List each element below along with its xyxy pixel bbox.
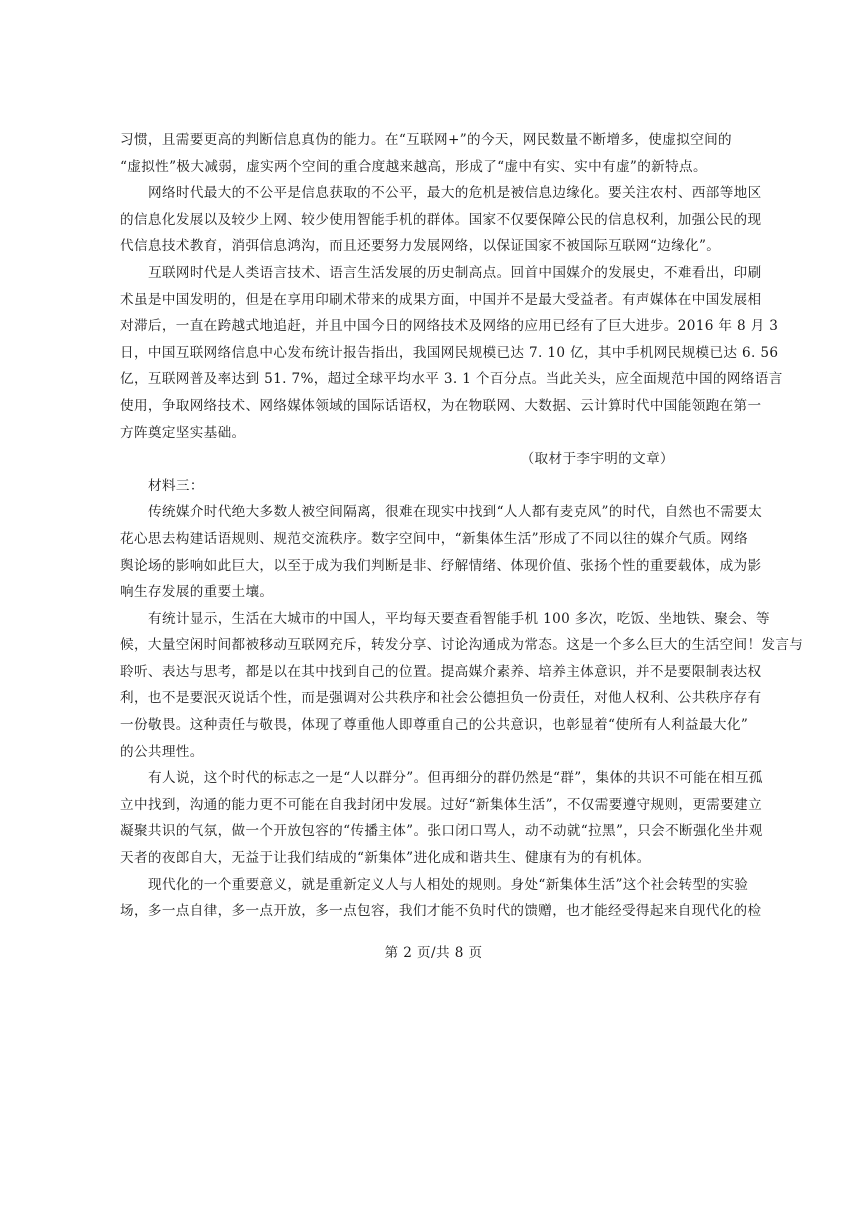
paragraph-start-line: 传统媒介时代绝大多数人被空间隔离，很难在现实中找到“人人都有麦克风”的时代，自然也不需要太	[148, 504, 763, 521]
paragraph-start-line: 网络时代最大的不公平是信息获取的不公平，最大的危机是被信息边缘化。要关注农村、西部等地区	[148, 185, 762, 202]
document-body	[120, 127, 804, 925]
section-heading: 材料三：	[148, 477, 204, 494]
text-line: 场，多一点自律，多一点开放，多一点包容，我们才能不负时代的馈赠，也才能经受得起来自现代化的检	[120, 903, 762, 920]
paragraph-start-line: 现代化的一个重要意义，就是重新定义人与人相处的规则。身处“新集体生活”这个社会转型的实验	[148, 876, 749, 893]
text-line: 一份敬畏。这种责任与敬畏，体现了尊重他人即尊重自己的公共意识，也彰显着“使所有人利益最大化”	[120, 717, 749, 734]
text-line: 响生存发展的重要土壤。	[120, 584, 274, 601]
paragraph-start-line: 有人说，这个时代的标志之一是“人以群分”。但再细分的群仍然是“群”，集体的共识不可能在相互孤	[148, 770, 763, 787]
paragraph-start-line: 有统计显示，生活在大城市的中国人，平均每天要查看智能手机 100 多次，吃饭、坐地铁、聚会、等	[148, 610, 770, 627]
text-line: 凝聚共识的气氛，做一个开放包容的“传播主体”。张口闭口骂人，动不动就“拉黑”，只会不断强化坐井观	[120, 823, 763, 840]
text-line: 立中找到，沟通的能力更不可能在自我封闭中发展。过好“新集体生活”，不仅需要遵守规则，更需要建立	[120, 796, 763, 813]
text-line: 天者的夜郎自大，无益于让我们结成的“新集体”进化成和谐共生、健康有为的有机体。	[120, 850, 651, 867]
text-line: 术虽是中国发明的，但是在享用印刷术带来的成果方面，中国并不是最大受益者。有声媒体在中国发展相	[120, 291, 762, 308]
text-line: 候，大量空闲时间都被移动互联网充斥，转发分享、讨论沟通成为常态。这是一个多么巨大的生活空间！发言与	[120, 637, 804, 654]
text-line: 花心思去构建话语规则、规范交流秩序。数字空间中，“新集体生活”形成了不同以往的媒介气质。网络	[120, 530, 749, 547]
page-number-footer: 第 2 页/共 8 页	[384, 945, 483, 961]
text-line: 的公共理性。	[120, 743, 204, 760]
text-line: 舆论场的影响如此巨大，以至于成为我们判断是非、纾解情绪、体现价值、张扬个性的重要载体，成为影	[120, 557, 762, 574]
text-line: 方阵奠定坚实基础。	[120, 424, 246, 441]
text-line: 利，也不是要泯灭说话个性，而是强调对公共秩序和社会公德担负一份责任，对他人权利、公共秩序存有	[120, 690, 762, 707]
text-line: 聆听、表达与思考，都是以在其中找到自己的位置。提高媒介素养、培养主体意识，并不是要限制表达权	[120, 663, 762, 680]
text-line: 代信息技术教育，消弭信息鸿沟，而且还要努力发展网络，以保证国家不被国际互联网“边缘化”。	[120, 238, 721, 255]
paragraph-start-line: 互联网时代是人类语言技术、语言生活发展的历史制高点。回首中国媒介的发展史，不难看出，印刷	[148, 264, 762, 281]
text-line: 的信息化发展以及较少上网、较少使用智能手机的群体。国家不仅要保障公民的信息权利，加强公民的现	[120, 211, 762, 228]
source-attribution: （取材于李宇明的文章）	[520, 451, 674, 468]
text-line: 对滞后，一直在跨越式地追赶，并且中国今日的网络技术及网络的应用已经有了巨大进步。2016 年 8 月 3	[120, 318, 779, 335]
text-line: 日，中国互联网络信息中心发布统计报告指出，我国网民规模已达 7. 10 亿，其中手机网民规模已达 6. 56	[120, 344, 779, 361]
text-line: 亿，互联网普及率达到 51. 7%，超过全球平均水平 3. 1 个百分点。当此关头，应全面规范中国的网络语言	[120, 371, 783, 388]
text-line: “虚拟性”极大减弱，虚实两个空间的重合度越来越高，形成了“虚中有实、实中有虚”的新特点。	[120, 158, 707, 175]
text-line: 习惯，且需要更高的判断信息真伪的能力。在“互联网+”的今天，网民数量不断增多，使虚拟空间的	[120, 132, 732, 148]
text-line: 使用，争取网络技术、网络媒体领域的国际话语权，为在物联网、大数据、云计算时代中国能领跑在第一	[120, 397, 762, 414]
